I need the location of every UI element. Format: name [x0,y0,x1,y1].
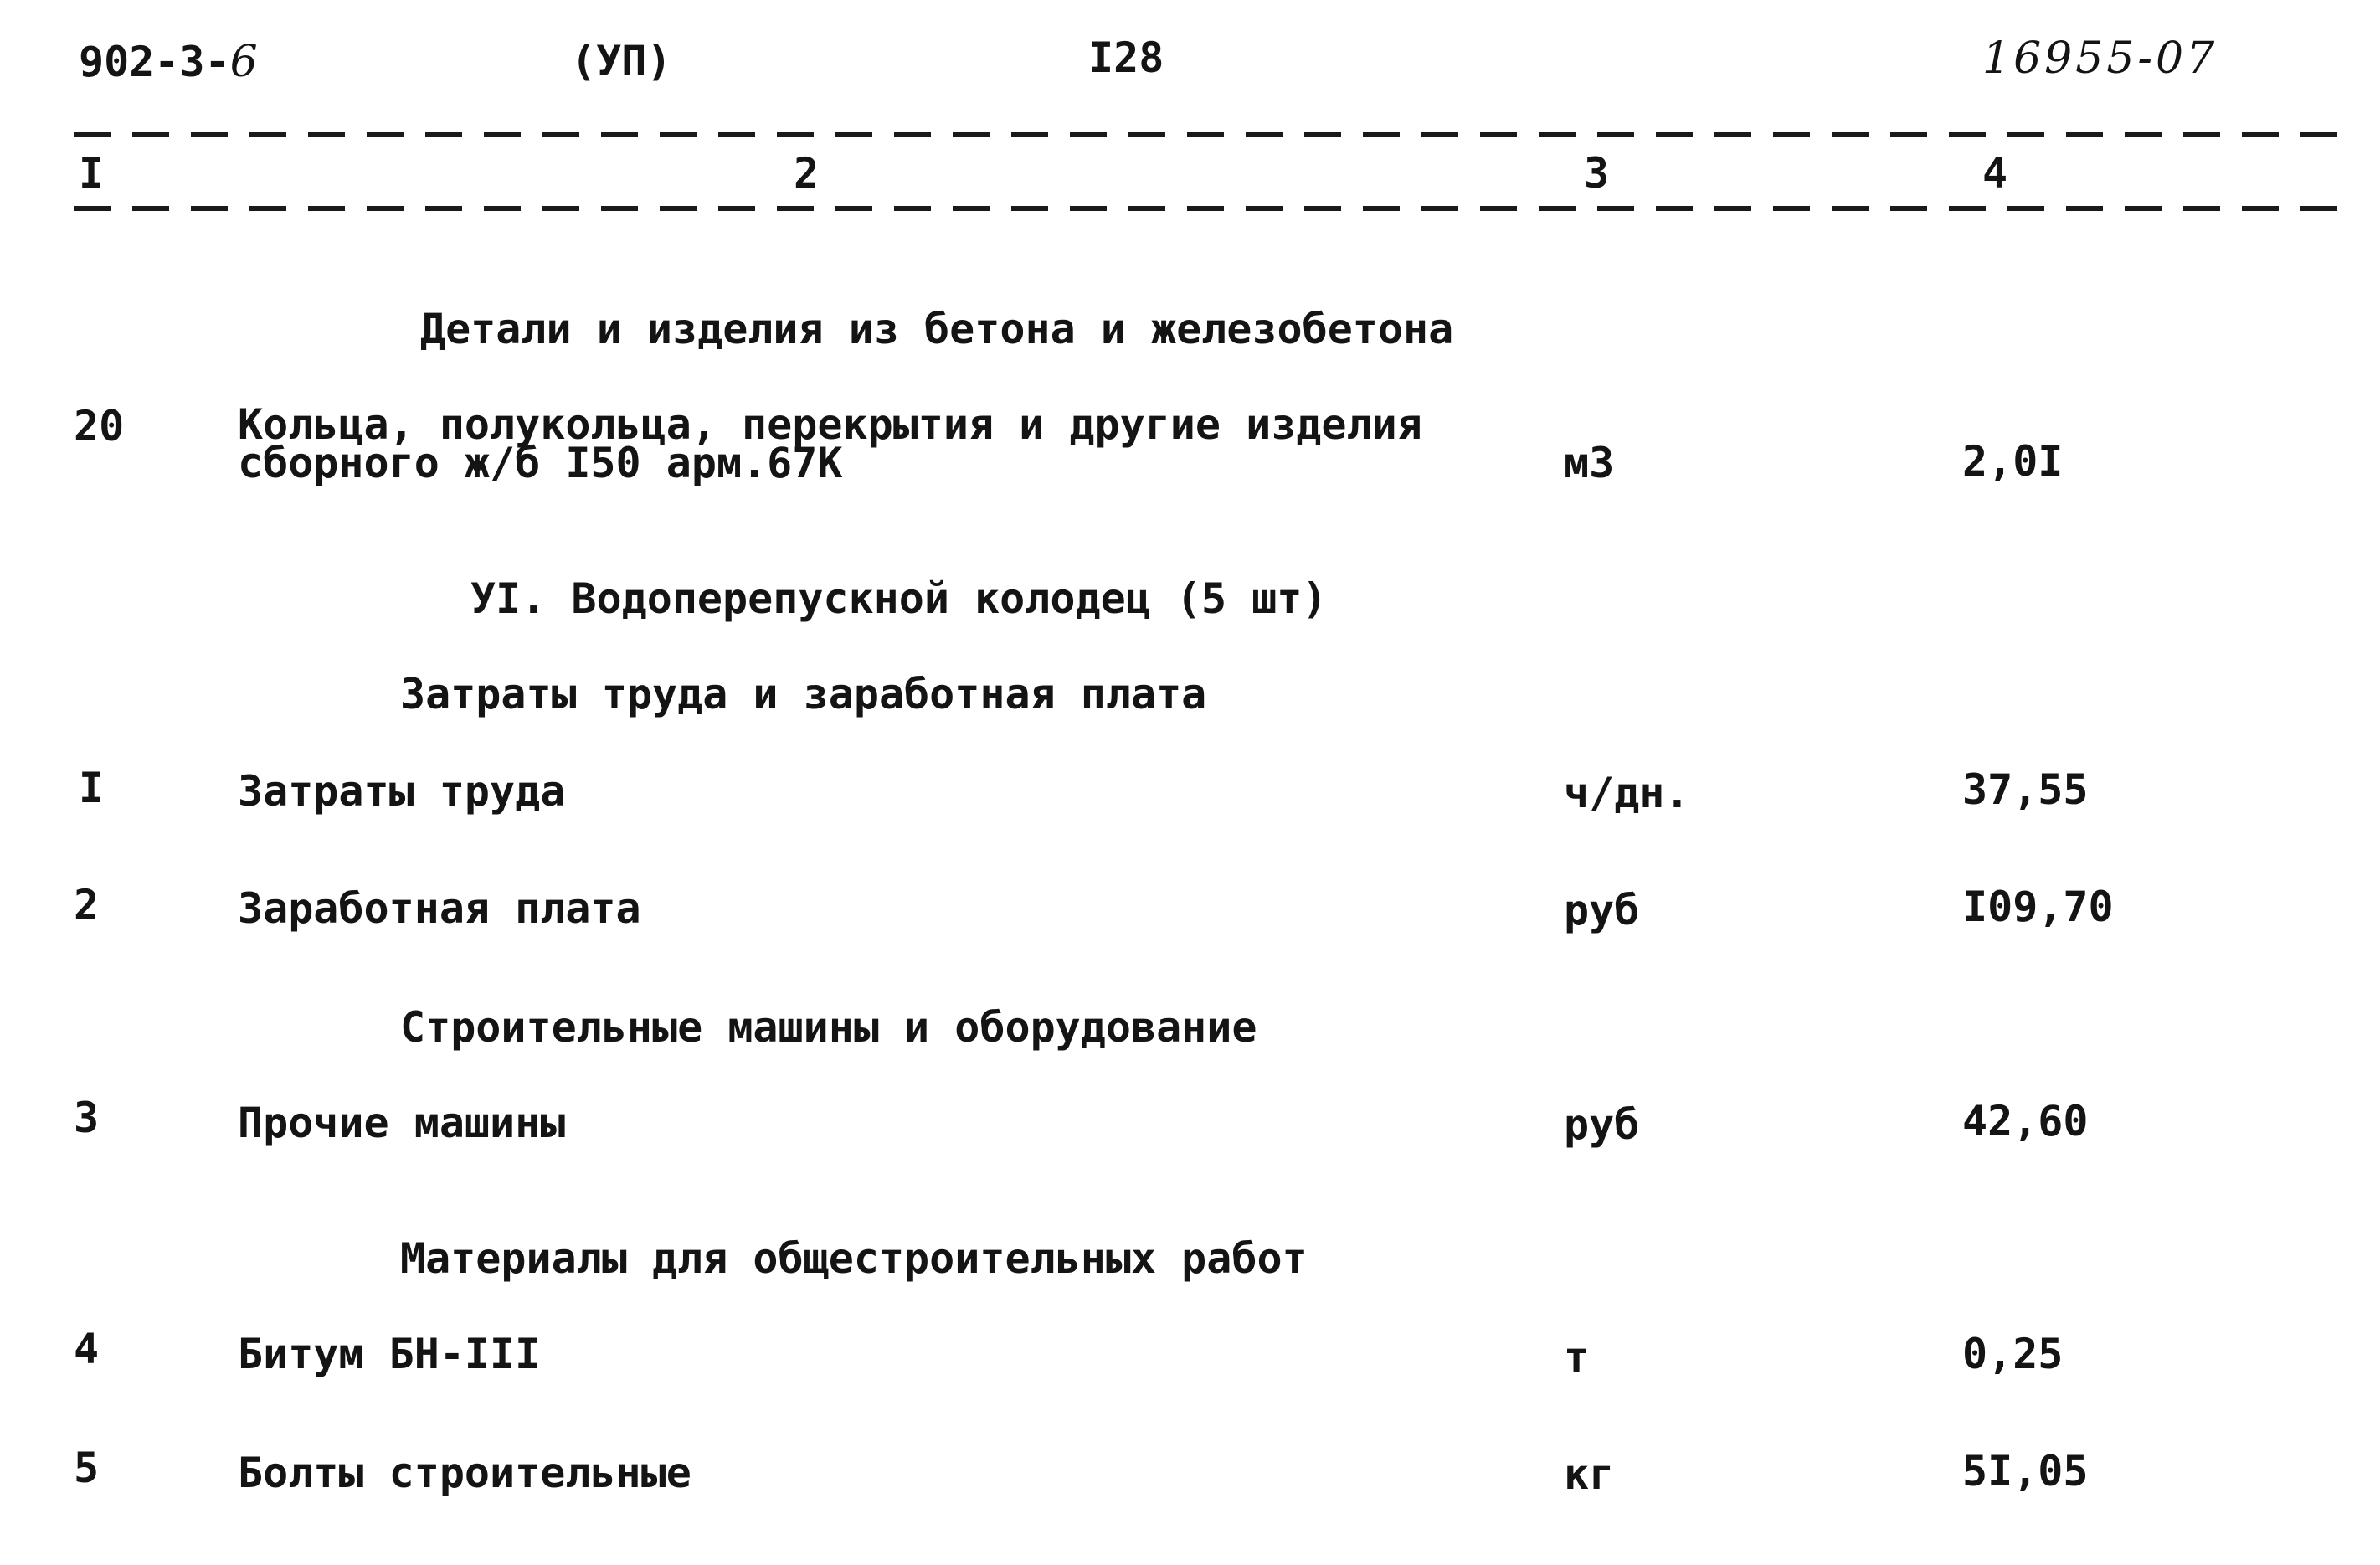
row-20-name-line1: Кольца, полукольца, перекрытия и другие изделия [238,400,1422,449]
row-1-name: Затраты труда [238,767,566,816]
column-header-1: I [79,149,105,198]
column-header-4: 4 [1982,149,2008,198]
row-4-number: 4 [74,1325,100,1373]
row-20-unit: м3 [1564,439,1615,487]
row-1-number: I [79,764,105,812]
row-2-value: I09,70 [1962,883,2114,931]
row-3-unit: руб [1564,1100,1640,1149]
handwritten-reference: 16955-07 [1982,33,2218,84]
column-header-3: 3 [1584,149,1610,198]
bottom-dashed-rule [74,206,2344,211]
section-heading-concrete: Детали и изделия из бетона и железобетона [420,305,1454,353]
section-heading-machines: Строительные машины и оборудование [400,1003,1257,1052]
row-2-unit: руб [1564,886,1640,934]
row-2-name: Заработная плата [238,884,641,933]
row-5-number: 5 [74,1444,100,1492]
row-5-value: 5I,05 [1962,1447,2089,1496]
document-label: (УП) [571,37,672,85]
row-3-number: 3 [74,1094,100,1142]
row-1-value: 37,55 [1962,765,2089,814]
row-20-name-line2: сборного ж/б I50 арм.67К [238,439,843,487]
section-heading-labor: Затраты труда и заработная плата [400,670,1207,718]
row-4-name: Битум БН-III [238,1330,541,1378]
document-code [79,37,261,87]
row-5-name: Болты строительные [238,1449,691,1497]
row-20-number: 20 [74,402,125,450]
row-4-value: 0,25 [1962,1330,2064,1378]
row-20-name [238,400,1422,487]
row-20-value: 2,0I [1962,437,2064,486]
row-3-name: Прочие машины [238,1099,566,1147]
section-heading-well: УI. Водоперепускной колодец (5 шт) [470,574,1328,623]
row-4-unit: т [1564,1333,1590,1382]
row-5-unit: кг [1564,1450,1615,1499]
column-header-2: 2 [794,149,820,198]
section-heading-materials: Материалы для общестроительных работ [400,1234,1308,1283]
row-3-value: 42,60 [1962,1097,2089,1145]
page-number: I28 [1088,33,1164,82]
document-code-prefix: 902-3- [79,38,230,86]
row-1-unit: ч/дн. [1564,769,1690,817]
row-2-number: 2 [74,881,100,929]
document-code-handwritten: 6 [229,37,261,87]
top-dashed-rule [74,132,2344,137]
